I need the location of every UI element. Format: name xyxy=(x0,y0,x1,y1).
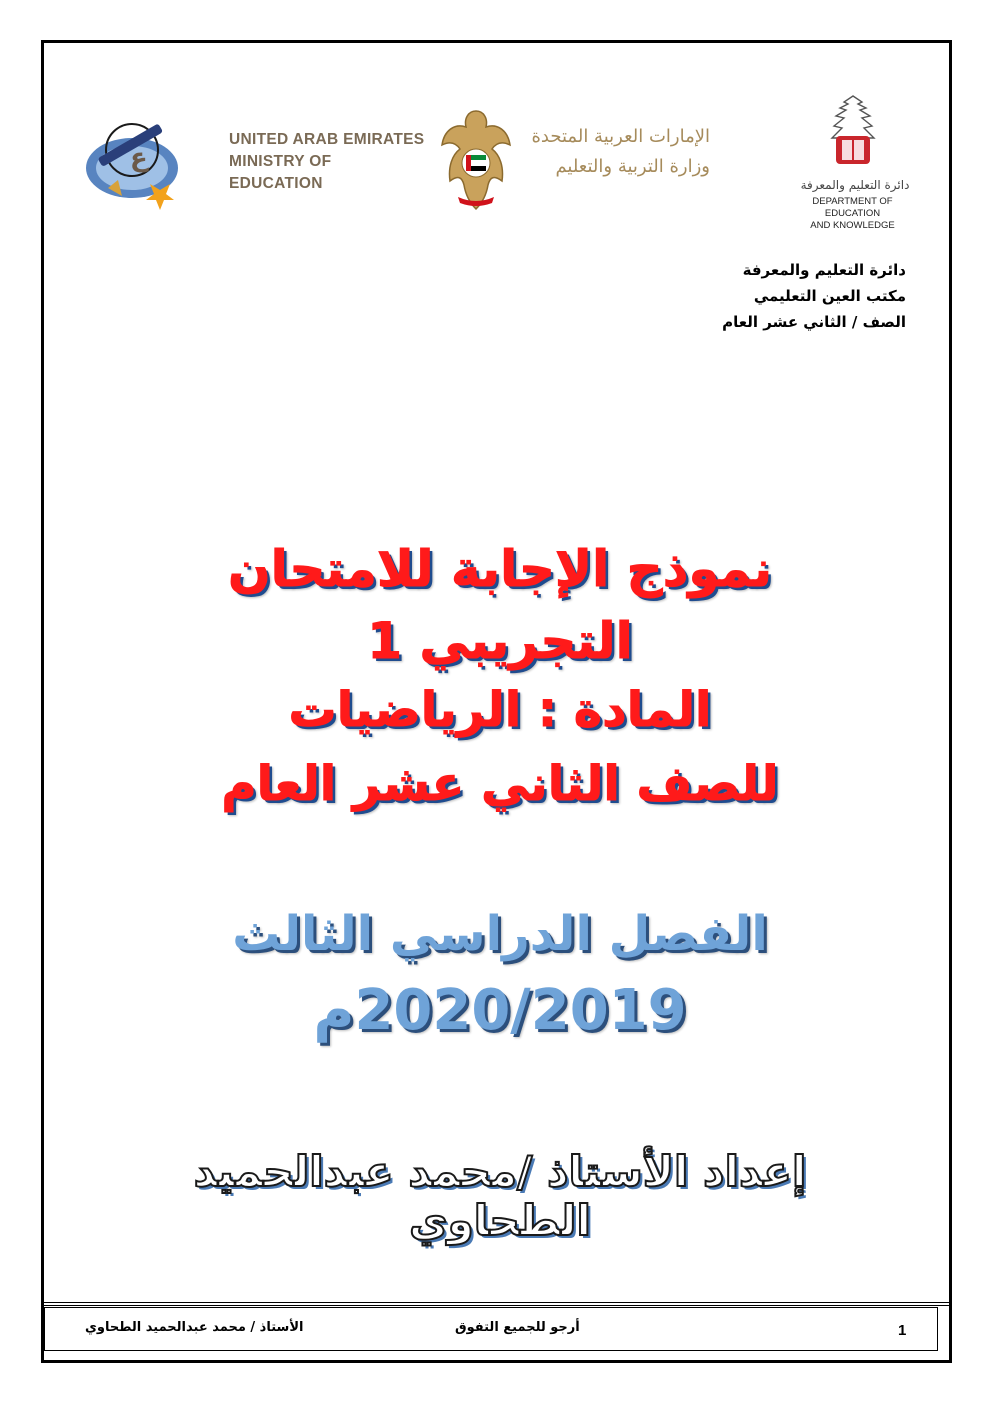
grade-line: الصف / الثاني عشر العام xyxy=(722,313,906,331)
footer-wish: أرجو للجميع التفوق xyxy=(455,1320,580,1335)
doe-arabic-name: دائرة التعليم والمعرفة xyxy=(800,178,910,192)
moe-arabic-name: الإمارات العربية المتحدة وزارة التربية والتعليم xyxy=(531,126,710,177)
title-line-2: التجريبي 1 xyxy=(367,612,633,670)
title-line-3: المادة : الرياضيات xyxy=(288,682,712,738)
department-line: دائرة التعليم والمعرفة xyxy=(742,261,906,279)
term-line: الفصل الدراسي الثالث xyxy=(232,906,768,962)
moe-english-name: UNITED ARAB EMIRATES MINISTRY OF EDUCATION xyxy=(229,131,425,192)
year-line: 2020/2019م xyxy=(313,978,687,1043)
footer-author: الأستاذ / محمد عبدالحميد الطحاوي xyxy=(85,1320,304,1335)
office-line: مكتب العين التعليمي xyxy=(753,287,906,305)
page-number: 1 xyxy=(898,1322,907,1339)
teacher-logo-icon xyxy=(78,110,186,218)
title-line-1: نموذج الإجابة للامتحان xyxy=(227,540,773,598)
uae-emblem-icon xyxy=(440,105,512,213)
author-credit: إعداد الأستاذ /محمد عبدالحميد الطحاوي xyxy=(193,1147,807,1245)
doe-english-name: DEPARTMENT OF EDUCATION AND KNOWLEDGE xyxy=(810,196,895,231)
svg-text:ع: ع xyxy=(130,143,148,173)
title-line-4: للصف الثاني عشر العام xyxy=(221,756,779,812)
doe-emblem-icon xyxy=(818,92,888,172)
school-info xyxy=(722,257,906,335)
